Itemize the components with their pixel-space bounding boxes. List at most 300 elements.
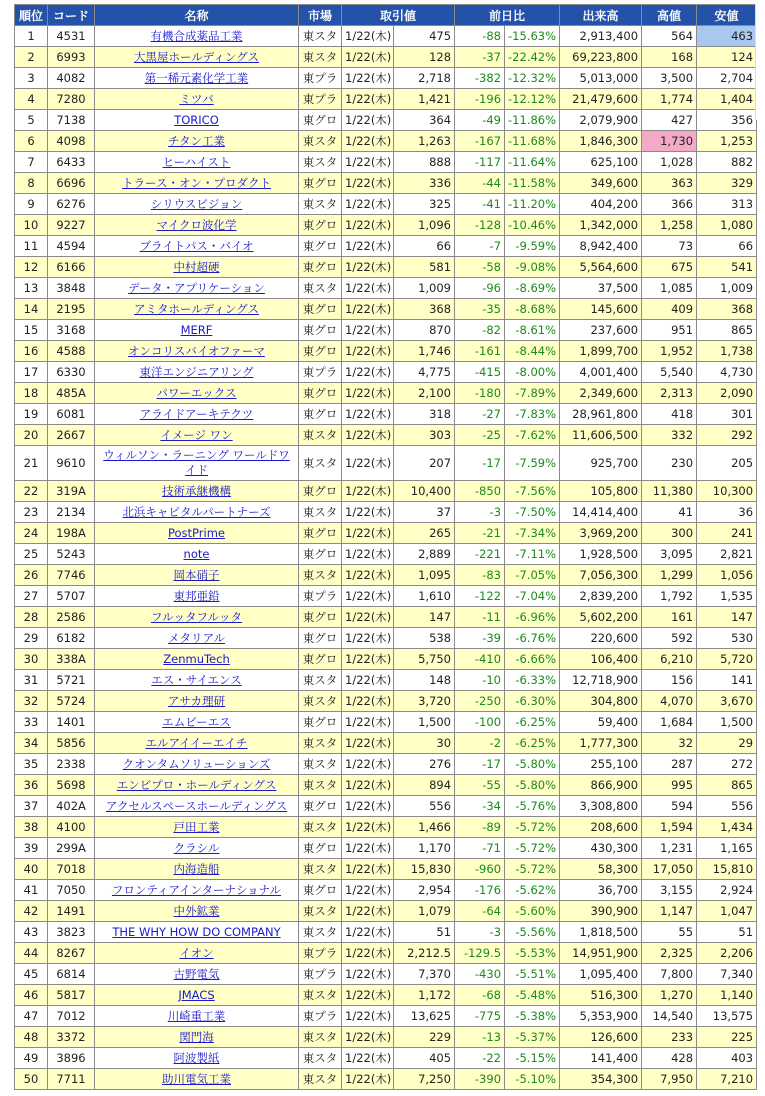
- price-cell: 1,095: [394, 565, 455, 586]
- header-low: 安値: [697, 5, 757, 26]
- low-cell: 1,047: [697, 901, 757, 922]
- rank-cell: 12: [15, 257, 48, 278]
- code-cell: 2667: [48, 425, 95, 446]
- low-cell: 301: [697, 404, 757, 425]
- market-cell: 東グロ: [299, 481, 342, 502]
- market-cell: 東スタ: [299, 425, 342, 446]
- volume-cell: 866,900: [560, 775, 642, 796]
- code-cell: 402A: [48, 796, 95, 817]
- price-cell: 7,250: [394, 1069, 455, 1090]
- date-cell: 1/22(木): [342, 1006, 394, 1027]
- market-cell: 東グロ: [299, 236, 342, 257]
- code-cell: 2338: [48, 754, 95, 775]
- change-cell: -3: [455, 502, 505, 523]
- low-cell: 13,575: [697, 1006, 757, 1027]
- code-cell: 3896: [48, 1048, 95, 1069]
- table-row: [15, 649, 757, 670]
- stock-name-link[interactable]: アサカ理研: [167, 694, 226, 708]
- price-cell: 1,079: [394, 901, 455, 922]
- table-row: [15, 215, 757, 236]
- stock-name-link[interactable]: TORICO: [174, 113, 219, 127]
- code-cell: 3823: [48, 922, 95, 943]
- price-cell: 5,750: [394, 649, 455, 670]
- name-cell: [95, 544, 299, 565]
- stock-name-link[interactable]: 川崎重工業: [167, 1009, 226, 1023]
- change-cell: -430: [455, 964, 505, 985]
- low-cell: 541: [697, 257, 757, 278]
- high-cell: 168: [642, 47, 697, 68]
- market-cell: 東グロ: [299, 341, 342, 362]
- table-row: [15, 362, 757, 383]
- stock-name-link[interactable]: メタリアル: [167, 631, 226, 645]
- date-cell: 1/22(木): [342, 1069, 394, 1090]
- date-cell: 1/22(木): [342, 68, 394, 89]
- name-cell: [95, 649, 299, 670]
- stock-name-link[interactable]: オンコリスバイオファーマ: [128, 344, 265, 358]
- market-cell: 東スタ: [299, 1027, 342, 1048]
- price-cell: 128: [394, 47, 455, 68]
- stock-name-link[interactable]: ZenmuTech: [163, 652, 230, 666]
- change-cell: -390: [455, 1069, 505, 1090]
- change-cell: -96: [455, 278, 505, 299]
- low-cell: 2,821: [697, 544, 757, 565]
- table-row: [15, 817, 757, 838]
- stock-name-link[interactable]: 大黒屋ホールディングス: [133, 50, 259, 64]
- rank-cell: 36: [15, 775, 48, 796]
- rank-cell: 49: [15, 1048, 48, 1069]
- stock-name-link[interactable]: 助川電気工業: [162, 1072, 231, 1086]
- volume-cell: 390,900: [560, 901, 642, 922]
- rank-cell: 43: [15, 922, 48, 943]
- stock-name-link[interactable]: 岡本硝子: [173, 568, 220, 582]
- market-cell: 東グロ: [299, 838, 342, 859]
- stock-name-link[interactable]: THE WHY HOW DO COMPANY: [112, 925, 281, 939]
- rank-cell: 6: [15, 131, 48, 152]
- change-cell: -176: [455, 880, 505, 901]
- stock-name-link[interactable]: エムビーエス: [162, 715, 231, 729]
- change-percent-cell: -5.51%: [505, 964, 560, 985]
- stock-name-link[interactable]: JMACS: [178, 988, 215, 1002]
- rank-cell: 37: [15, 796, 48, 817]
- change-percent-cell: -5.56%: [505, 922, 560, 943]
- volume-cell: 14,951,900: [560, 943, 642, 964]
- stock-name-link[interactable]: ヒーハイスト: [162, 155, 231, 169]
- stock-name-link[interactable]: 関門海: [179, 1030, 214, 1044]
- name-cell: [95, 236, 299, 257]
- price-cell: 405: [394, 1048, 455, 1069]
- table-row: [15, 152, 757, 173]
- rank-cell: 30: [15, 649, 48, 670]
- ranking-table-container: [14, 4, 757, 1090]
- name-cell: [95, 586, 299, 607]
- date-cell: 1/22(木): [342, 607, 394, 628]
- change-cell: -161: [455, 341, 505, 362]
- date-cell: 1/22(木): [342, 523, 394, 544]
- code-cell: 485A: [48, 383, 95, 404]
- high-cell: 564: [642, 26, 697, 47]
- stock-name-link[interactable]: パワーエックス: [156, 386, 237, 400]
- code-cell: 7280: [48, 89, 95, 110]
- date-cell: 1/22(木): [342, 278, 394, 299]
- date-cell: 1/22(木): [342, 670, 394, 691]
- date-cell: 1/22(木): [342, 1027, 394, 1048]
- table-row: [15, 523, 757, 544]
- name-cell: [95, 607, 299, 628]
- date-cell: 1/22(木): [342, 152, 394, 173]
- high-cell: 230: [642, 446, 697, 481]
- change-cell: -17: [455, 446, 505, 481]
- market-cell: 東スタ: [299, 446, 342, 481]
- price-cell: 2,718: [394, 68, 455, 89]
- header-code: コード: [48, 5, 95, 26]
- rank-cell: 5: [15, 110, 48, 131]
- header-rank: 順位: [15, 5, 48, 26]
- low-cell: 1,080: [697, 215, 757, 236]
- code-cell: 2134: [48, 502, 95, 523]
- price-cell: 2,212.5: [394, 943, 455, 964]
- stock-name-link[interactable]: 中村超硬: [173, 260, 220, 274]
- code-cell: 7711: [48, 1069, 95, 1090]
- low-cell: 7,340: [697, 964, 757, 985]
- change-percent-cell: -12.32%: [505, 68, 560, 89]
- change-cell: -35: [455, 299, 505, 320]
- stock-ranking-table: [14, 4, 757, 1090]
- high-cell: 1,299: [642, 565, 697, 586]
- date-cell: 1/22(木): [342, 586, 394, 607]
- stock-name-link[interactable]: 戸田工業: [173, 820, 220, 834]
- rank-cell: 50: [15, 1069, 48, 1090]
- stock-name-link[interactable]: アクセルスペースホールディングス: [105, 799, 288, 813]
- stock-name-link[interactable]: PostPrime: [168, 526, 225, 540]
- change-cell: -196: [455, 89, 505, 110]
- stock-name-link[interactable]: 古野電気: [173, 967, 220, 981]
- date-cell: 1/22(木): [342, 691, 394, 712]
- change-percent-cell: -11.58%: [505, 173, 560, 194]
- low-cell: 5,720: [697, 649, 757, 670]
- rank-cell: 41: [15, 880, 48, 901]
- name-cell: [95, 215, 299, 236]
- low-cell: 2,704: [697, 68, 757, 89]
- table-row: [15, 1048, 757, 1069]
- price-cell: 2,889: [394, 544, 455, 565]
- low-cell: 2,924: [697, 880, 757, 901]
- volume-cell: 5,564,600: [560, 257, 642, 278]
- change-percent-cell: -5.10%: [505, 1069, 560, 1090]
- change-cell: -117: [455, 152, 505, 173]
- code-cell: 4531: [48, 26, 95, 47]
- rank-cell: 29: [15, 628, 48, 649]
- change-percent-cell: -6.66%: [505, 649, 560, 670]
- low-cell: 147: [697, 607, 757, 628]
- change-percent-cell: -5.72%: [505, 817, 560, 838]
- date-cell: 1/22(木): [342, 236, 394, 257]
- market-cell: 東スタ: [299, 194, 342, 215]
- name-cell: [95, 26, 299, 47]
- table-row: [15, 425, 757, 446]
- date-cell: 1/22(木): [342, 796, 394, 817]
- volume-cell: 208,600: [560, 817, 642, 838]
- stock-name-link[interactable]: ウィルソン・ラーニング ワールドワイド: [103, 448, 290, 477]
- stock-name-link[interactable]: クラシル: [173, 841, 220, 855]
- volume-cell: 2,839,200: [560, 586, 642, 607]
- change-percent-cell: -6.96%: [505, 607, 560, 628]
- price-cell: 1,466: [394, 817, 455, 838]
- market-cell: 東グロ: [299, 257, 342, 278]
- rank-cell: 26: [15, 565, 48, 586]
- change-cell: -11: [455, 607, 505, 628]
- rank-cell: 18: [15, 383, 48, 404]
- rank-cell: 25: [15, 544, 48, 565]
- low-cell: 1,500: [697, 712, 757, 733]
- stock-name-link[interactable]: ブライトパス・バイオ: [139, 239, 254, 253]
- table-row: [15, 1069, 757, 1090]
- table-row: [15, 404, 757, 425]
- stock-name-link[interactable]: イメージ ワン: [160, 428, 233, 442]
- stock-name-link[interactable]: クオンタムソリューションズ: [122, 757, 271, 771]
- date-cell: 1/22(木): [342, 859, 394, 880]
- rank-cell: 39: [15, 838, 48, 859]
- table-row: [15, 838, 757, 859]
- high-cell: 1,270: [642, 985, 697, 1006]
- header-name: 名称: [95, 5, 299, 26]
- stock-name-link[interactable]: アライドアーキテクツ: [139, 407, 254, 421]
- table-row: [15, 194, 757, 215]
- name-cell: [95, 110, 299, 131]
- stock-name-link[interactable]: note: [183, 547, 210, 561]
- market-cell: 東スタ: [299, 922, 342, 943]
- high-cell: 11,380: [642, 481, 697, 502]
- high-cell: 1,774: [642, 89, 697, 110]
- code-cell: 5817: [48, 985, 95, 1006]
- change-percent-cell: -9.08%: [505, 257, 560, 278]
- table-row: [15, 880, 757, 901]
- table-row: [15, 754, 757, 775]
- code-cell: 6330: [48, 362, 95, 383]
- change-percent-cell: -7.62%: [505, 425, 560, 446]
- market-cell: 東スタ: [299, 670, 342, 691]
- price-cell: 1,610: [394, 586, 455, 607]
- market-cell: 東グロ: [299, 649, 342, 670]
- price-cell: 4,775: [394, 362, 455, 383]
- low-cell: 882: [697, 152, 757, 173]
- stock-name-link[interactable]: 第一稀元素化学工業: [144, 71, 249, 85]
- rank-cell: 2: [15, 47, 48, 68]
- high-cell: 3,500: [642, 68, 697, 89]
- volume-cell: 255,100: [560, 754, 642, 775]
- change-percent-cell: -7.34%: [505, 523, 560, 544]
- name-cell: [95, 943, 299, 964]
- stock-name-link[interactable]: アミタホールディングス: [133, 302, 259, 316]
- table-row: [15, 901, 757, 922]
- change-percent-cell: -6.25%: [505, 712, 560, 733]
- name-cell: [95, 754, 299, 775]
- market-cell: 東プラ: [299, 964, 342, 985]
- high-cell: 2,313: [642, 383, 697, 404]
- volume-cell: 2,079,900: [560, 110, 642, 131]
- stock-name-link[interactable]: マイクロ波化学: [156, 218, 237, 232]
- change-cell: -415: [455, 362, 505, 383]
- stock-name-link[interactable]: エルアイイーエイチ: [145, 736, 248, 750]
- high-cell: 594: [642, 796, 697, 817]
- code-cell: 198A: [48, 523, 95, 544]
- stock-name-link[interactable]: 有機合成薬品工業: [150, 29, 243, 43]
- scrollbar[interactable]: [755, 4, 765, 120]
- high-cell: 55: [642, 922, 697, 943]
- change-percent-cell: -22.42%: [505, 47, 560, 68]
- stock-name-link[interactable]: MERF: [180, 323, 213, 337]
- change-cell: -382: [455, 68, 505, 89]
- market-cell: 東スタ: [299, 859, 342, 880]
- change-percent-cell: -7.04%: [505, 586, 560, 607]
- volume-cell: 141,400: [560, 1048, 642, 1069]
- rank-cell: 34: [15, 733, 48, 754]
- change-percent-cell: -7.89%: [505, 383, 560, 404]
- volume-cell: 5,013,000: [560, 68, 642, 89]
- volume-cell: 354,300: [560, 1069, 642, 1090]
- rank-cell: 38: [15, 817, 48, 838]
- change-cell: -17: [455, 754, 505, 775]
- stock-name-link[interactable]: 東洋エンジニアリング: [139, 365, 254, 379]
- stock-name-link[interactable]: 阿波製紙: [173, 1051, 220, 1065]
- name-cell: [95, 712, 299, 733]
- date-cell: 1/22(木): [342, 26, 394, 47]
- table-row: [15, 586, 757, 607]
- market-cell: 東スタ: [299, 502, 342, 523]
- code-cell: 9610: [48, 446, 95, 481]
- market-cell: 東スタ: [299, 733, 342, 754]
- high-cell: 3,155: [642, 880, 697, 901]
- change-percent-cell: -11.86%: [505, 110, 560, 131]
- market-cell: 東グロ: [299, 173, 342, 194]
- low-cell: 7,210: [697, 1069, 757, 1090]
- table-row: [15, 110, 757, 131]
- change-percent-cell: -11.20%: [505, 194, 560, 215]
- code-cell: 7050: [48, 880, 95, 901]
- name-cell: [95, 299, 299, 320]
- volume-cell: 69,223,800: [560, 47, 642, 68]
- stock-name-link[interactable]: シリウスビジョン: [150, 197, 243, 211]
- high-cell: 1,085: [642, 278, 697, 299]
- price-cell: 325: [394, 194, 455, 215]
- change-cell: -221: [455, 544, 505, 565]
- code-cell: 3168: [48, 320, 95, 341]
- price-cell: 303: [394, 425, 455, 446]
- volume-cell: 58,300: [560, 859, 642, 880]
- name-cell: [95, 922, 299, 943]
- high-cell: 418: [642, 404, 697, 425]
- change-percent-cell: -8.44%: [505, 341, 560, 362]
- change-cell: -88: [455, 26, 505, 47]
- stock-name-link[interactable]: エンビプロ・ホールディングス: [116, 778, 277, 792]
- stock-name-link[interactable]: 北浜キャピタルパートナーズ: [122, 505, 271, 519]
- volume-cell: 1,342,000: [560, 215, 642, 236]
- name-cell: [95, 523, 299, 544]
- stock-name-link[interactable]: フルッタフルッタ: [150, 610, 243, 624]
- date-cell: 1/22(木): [342, 173, 394, 194]
- change-cell: -167: [455, 131, 505, 152]
- stock-name-link[interactable]: ミツバ: [179, 92, 214, 106]
- stock-name-link[interactable]: データ・アプリケーション: [128, 281, 265, 295]
- high-cell: 156: [642, 670, 697, 691]
- change-cell: -100: [455, 712, 505, 733]
- volume-cell: 220,600: [560, 628, 642, 649]
- header-high: 高値: [642, 5, 697, 26]
- stock-name-link[interactable]: 中外鉱業: [173, 904, 220, 918]
- table-row: [15, 131, 757, 152]
- code-cell: 3372: [48, 1027, 95, 1048]
- date-cell: 1/22(木): [342, 1048, 394, 1069]
- high-cell: 5,540: [642, 362, 697, 383]
- name-cell: [95, 320, 299, 341]
- code-cell: 8267: [48, 943, 95, 964]
- name-cell: [95, 131, 299, 152]
- market-cell: 東プラ: [299, 586, 342, 607]
- volume-cell: 4,001,400: [560, 362, 642, 383]
- change-percent-cell: -7.56%: [505, 481, 560, 502]
- market-cell: 東スタ: [299, 278, 342, 299]
- header-volume: 出来高: [560, 5, 642, 26]
- code-cell: 9227: [48, 215, 95, 236]
- stock-name-link[interactable]: チタン工業: [168, 134, 225, 148]
- table-row: [15, 628, 757, 649]
- table-row: [15, 383, 757, 404]
- change-percent-cell: -5.80%: [505, 754, 560, 775]
- stock-name-link[interactable]: トラース・オン・プロダクト: [122, 176, 271, 190]
- rank-cell: 8: [15, 173, 48, 194]
- table-row: [15, 446, 757, 481]
- table-row: [15, 502, 757, 523]
- table-row: [15, 859, 757, 880]
- stock-name-link[interactable]: イオン: [179, 946, 214, 960]
- name-cell: [95, 1027, 299, 1048]
- table-row: [15, 299, 757, 320]
- change-percent-cell: -5.37%: [505, 1027, 560, 1048]
- date-cell: 1/22(木): [342, 754, 394, 775]
- low-cell: 1,404: [697, 89, 757, 110]
- price-cell: 364: [394, 110, 455, 131]
- code-cell: 5724: [48, 691, 95, 712]
- change-cell: -64: [455, 901, 505, 922]
- price-cell: 7,370: [394, 964, 455, 985]
- market-cell: 東グロ: [299, 523, 342, 544]
- rank-cell: 35: [15, 754, 48, 775]
- price-cell: 2,100: [394, 383, 455, 404]
- table-row: [15, 943, 757, 964]
- low-cell: 1,056: [697, 565, 757, 586]
- stock-name-link[interactable]: フロンティアインターナショナル: [111, 883, 282, 897]
- code-cell: 2586: [48, 607, 95, 628]
- price-cell: 207: [394, 446, 455, 481]
- change-percent-cell: -5.72%: [505, 859, 560, 880]
- low-cell: 1,434: [697, 817, 757, 838]
- volume-cell: 126,600: [560, 1027, 642, 1048]
- stock-name-link[interactable]: エス・サイエンス: [151, 673, 242, 687]
- stock-name-link[interactable]: 技術承継機構: [162, 484, 231, 498]
- stock-name-link[interactable]: 内海造船: [173, 862, 220, 876]
- market-cell: 東スタ: [299, 26, 342, 47]
- table-row: [15, 89, 757, 110]
- high-cell: 1,792: [642, 586, 697, 607]
- price-cell: 66: [394, 236, 455, 257]
- rank-cell: 42: [15, 901, 48, 922]
- date-cell: 1/22(木): [342, 383, 394, 404]
- rank-cell: 14: [15, 299, 48, 320]
- change-percent-cell: -10.46%: [505, 215, 560, 236]
- market-cell: 東スタ: [299, 817, 342, 838]
- date-cell: 1/22(木): [342, 943, 394, 964]
- change-cell: -21: [455, 523, 505, 544]
- stock-name-link[interactable]: 東邦亜鉛: [173, 589, 220, 603]
